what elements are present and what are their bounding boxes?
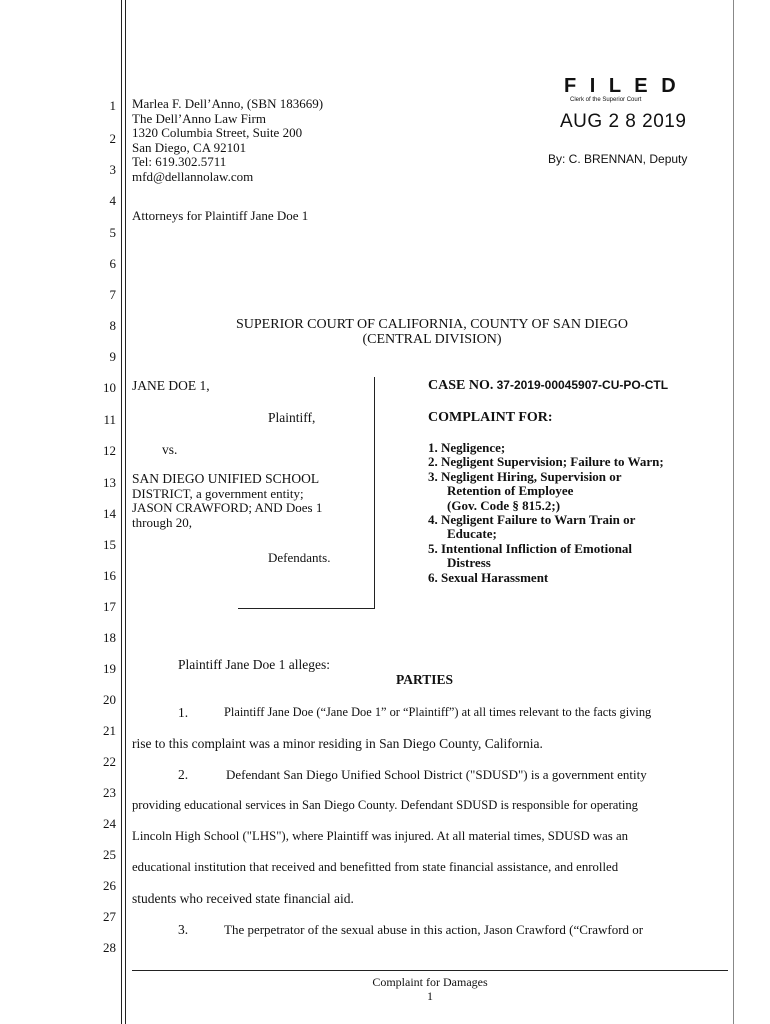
line-number: 11 (103, 412, 116, 427)
attorney-block (132, 97, 323, 184)
attorney-city: San Diego, CA 92101 (132, 139, 247, 155)
line-number: 23 (103, 785, 116, 800)
defendants-label: Defendants. (268, 550, 331, 565)
attorney-firm: The Dell’Anno Law Firm (132, 110, 266, 126)
footer-rule (132, 970, 728, 971)
filed-stamp (524, 75, 694, 185)
causes-of-action (428, 441, 664, 585)
defendant-line: through 20, (132, 514, 192, 530)
line-number: 3 (109, 162, 116, 177)
attorney-street: 1320 Columbia Street, Suite 200 (132, 125, 303, 140)
line-number: 7 (109, 287, 116, 302)
case-number: 37-2019-00045907-CU-PO-CTL (496, 378, 669, 392)
footer-title: Complaint for Damages (372, 975, 488, 989)
filed-stamp-date: AUG 2 8 2019 (560, 111, 687, 132)
page-number: 1 (427, 989, 433, 1003)
versus: vs. (162, 442, 178, 457)
margin-rule-left (121, 0, 122, 1024)
line-number: 15 (103, 537, 116, 552)
line-number: 27 (103, 909, 116, 924)
caption-divider-bottom (238, 608, 375, 609)
paragraph-3-number: 3. (178, 922, 189, 937)
attorney-name: Marlea F. Dell’Anno, (SBN 183669) (132, 96, 324, 111)
cause-item: (Gov. Code § 815.2;) (447, 497, 561, 513)
cause-item: 3. Negligent Hiring, Supervision or (428, 468, 622, 484)
complaint-for: COMPLAINT FOR: (428, 410, 553, 425)
margin-rule-right (733, 0, 734, 1024)
attorney-phone: Tel: 619.302.5711 (132, 154, 227, 169)
paragraph-2-line: educational institution that received and benefitted from state financial assistance, and enrolled (132, 860, 619, 874)
court-name: SUPERIOR COURT OF CALIFORNIA, COUNTY OF SAN DIEGO (236, 317, 628, 332)
line-number: 18 (103, 630, 116, 645)
court-title (132, 317, 732, 347)
cause-item: 4. Negligent Failure to Warn Train or (428, 512, 636, 528)
defendants-block (132, 472, 322, 530)
line-number: 9 (109, 349, 116, 364)
line-number: 17 (103, 599, 116, 614)
line-number: 6 (109, 256, 116, 271)
line-number: 2 (109, 131, 116, 146)
section-heading-parties: PARTIES (396, 672, 454, 687)
line-number: 13 (103, 475, 116, 490)
margin-rule-left-inner (125, 0, 126, 1024)
paragraph-1-number: 1. (178, 705, 189, 720)
line-number: 1 (109, 98, 116, 113)
paragraph-2-number: 2. (178, 767, 189, 782)
line-number: 25 (103, 847, 116, 862)
cause-item: 5. Intentional Infliction of Emotional (428, 540, 633, 556)
paragraph-2-line: students who received state financial aid. (132, 891, 354, 906)
line-number: 10 (103, 380, 116, 395)
defendant-line: SAN DIEGO UNIFIED SCHOOL (132, 471, 320, 486)
case-number-row (428, 377, 668, 394)
line-number: 19 (103, 661, 116, 676)
line-number: 20 (103, 692, 116, 707)
cause-item: 1. Negligence; (428, 440, 506, 455)
defendant-line: JASON CRAWFORD; AND Does 1 (132, 500, 323, 515)
paragraph-2-line: providing educational services in San Diego County. Defendant SDUSD is responsible for operating (132, 798, 638, 812)
plaintiff-label: Plaintiff, (268, 410, 316, 425)
filed-stamp-deputy: By: C. BRENNAN, Deputy (548, 152, 688, 166)
line-number: 8 (109, 318, 116, 333)
cause-item: Distress (447, 555, 491, 571)
defendant-line: DISTRICT, a government entity; (132, 485, 304, 501)
line-number: 24 (103, 816, 116, 831)
case-number-label: CASE NO. (428, 378, 494, 393)
line-number: 12 (103, 443, 116, 458)
attorney-email: mfd@dellannolaw.com (132, 168, 254, 184)
line-number: 5 (109, 225, 116, 240)
court-division: (CENTRAL DIVISION) (362, 332, 502, 347)
line-number: 14 (103, 506, 116, 521)
filed-stamp-clerk: Clerk of the Superior Court (570, 97, 642, 103)
plaintiff-name: JANE DOE 1, (132, 378, 210, 393)
filed-stamp-title: F I L E D (564, 75, 680, 97)
cause-item: 6. Sexual Harassment (428, 569, 549, 585)
line-number: 21 (103, 723, 116, 738)
paragraph-3-line: The perpetrator of the sexual abuse in this action, Jason Crawford (“Crawford or (224, 922, 644, 937)
alleges-line: Plaintiff Jane Doe 1 alleges: (178, 657, 330, 672)
line-number: 22 (103, 754, 116, 769)
line-number: 4 (109, 193, 116, 208)
cause-item: 2. Negligent Supervision; Failure to Warn; (428, 454, 664, 470)
paragraph-1-line: Plaintiff Jane Doe (“Jane Doe 1” or “Plaintiff”) at all times relevant to the facts giving (224, 705, 652, 719)
paragraph-2-line: Lincoln High School ("LHS"), where Plaintiff was injured. At all material times, SDUSD was an (132, 829, 629, 843)
cause-item: Educate; (447, 526, 497, 542)
cause-item: Retention of Employee (447, 483, 574, 499)
paragraph-1-line: rise to this complaint was a minor residing in San Diego County, California. (132, 736, 543, 751)
line-number: 26 (103, 878, 116, 893)
line-number: 28 (103, 940, 116, 955)
caption-divider-vertical (374, 377, 375, 608)
line-number: 16 (103, 568, 116, 583)
paragraph-2-line: Defendant San Diego Unified School District ("SDUSD") is a government entity (226, 767, 647, 782)
attorneys-for: Attorneys for Plaintiff Jane Doe 1 (132, 208, 309, 223)
